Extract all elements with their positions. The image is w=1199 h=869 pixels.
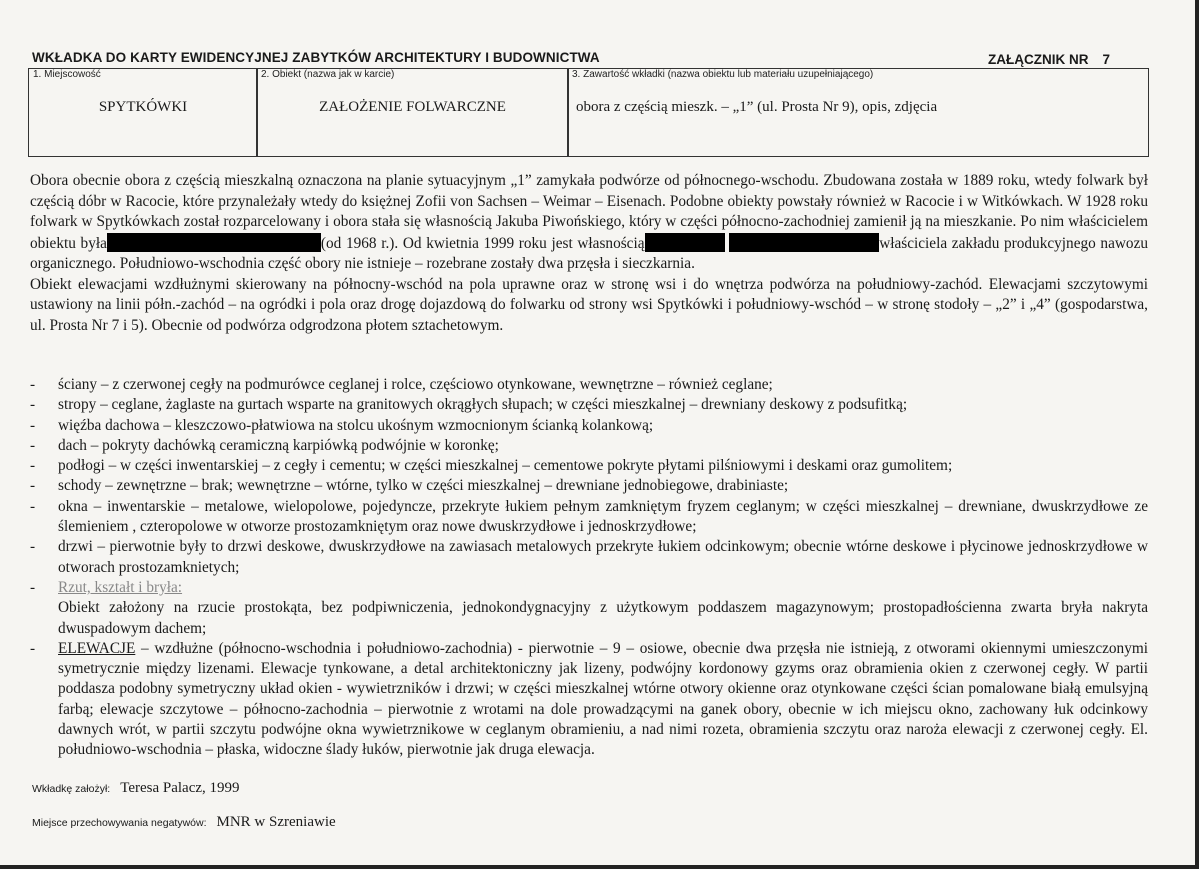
redaction-box [107, 233, 321, 252]
field-contents [567, 68, 1149, 157]
elevations-heading: ELEWACJE [58, 639, 136, 657]
description-body [30, 171, 1148, 336]
list-item: - schody – zewnętrzne – brak; wewnętrzne – wtórne, tylko w części mieszkalnej – drewniane jednobiegowe, drabiniaste; [30, 476, 1148, 496]
list-item: - drzwi – pierwotnie były to drzwi deskowe, dwuskrzydłowe na zawiasach metalowych przekryte łukiem odcinkowym; obecnie wtórne deskowe i płycinowe jednoskrzydłowe w otworach prostozamknietych; [30, 537, 1148, 578]
field-value: obora z częścią mieszk. – „1” (ul. Prosta Nr 9), opis, zdjęcia [576, 99, 938, 115]
redaction-box [729, 233, 879, 252]
list-item: - stropy – ceglane, żaglaste na gurtach wsparte na granitowych okrągłych słupach; w części mieszkalnej – drewniany deskowy z podsufitką; [30, 395, 1148, 415]
orientation-paragraph: Obiekt elewacjami wzdłużnymi skierowany na północny-wschód na pola uprawne oraz w stronę wsi i do wnętrza podwórza na południowy-zachód. Elewacjami szczytowymi ustawiony na linii półn.-zachód – na ogródki i pola oraz drogę dojazdową do folwarku od strony wsi Spytkówki i południowy-wschód – w stronę stodoły – „2” i „4” (gospodarstwa, ul. Prosta Nr 7 i 5). Obecnie od podwórza odgrodzona płotem sztachetowym. [30, 275, 1148, 334]
shape-heading: Rzut, kształt i bryła: [58, 578, 183, 596]
field-label: 1. Miejscowość [33, 69, 101, 80]
field-label: 2. Obiekt (nazwa jak w karcie) [261, 69, 395, 80]
history-paragraph: Obora obecnie obora z częścią mieszkalną oznaczona na planie sytuacyjnym „1” zamykała podwórze od północnego-wschodu. Zbudowana została w 1889 roku, wtedy folwark był częścią dóbr w Racocie, które przynależały wtedy do księżnej Zofii von Sachsen – Weimar – Eisenach. Podobne obiekty powstały również w Racocie i w Witkówkach. W 1928 roku folwark w Spytkówkach został rozparcelowany i obora stała się własnością Jakuba Piwońskiego, który w części północno-zachodniej zamienił ją na mieszkanie. Po nim właścicielem obiektu była (od 1968 r.). Od kwietnia 1999 roku jest własnością właściciela zakładu produkcyjnego nawozu organicznego. Południowo-wschodnia część obory nie istnieje – rozebrane zostały dwa przęsła i sieczkarnia. [30, 172, 1149, 272]
annex-label: ZAŁĄCZNIK NR [988, 52, 1089, 67]
annex-value: 7 [1102, 52, 1111, 67]
annex-number [988, 52, 1110, 67]
storage-value: MNR w Szreniawie [216, 814, 336, 830]
storage-line [32, 814, 336, 831]
list-item: - podłogi – w części inwentarskiej – z cegły i cementu; w części mieszkalnej – cementowe pokryte płytami pilśniowymi i deskami oraz gumolitem; [30, 456, 1148, 476]
field-label: 3. Zawartość wkładki (nazwa obiektu lub materiału uzupełniającego) [572, 69, 874, 80]
shape-text: Obiekt założony na rzucie prostokąta, bez podpiwniczenia, jednokondygnacyjny z użytkowym poddaszem magazynowym; prostopadłościenna zwarta bryła nakryta dwuspadowym dachem; [58, 599, 1148, 637]
field-value: ZAŁOŻENIE FOLWARCZNE [319, 99, 506, 115]
author-line [32, 780, 240, 797]
list-item: - okna – inwentarskie – metalowe, wielopolowe, pojedyncze, przekryte łukiem pełnym zamkniętym fryzem ceglanym; w części mieszkalnej – drewniane, dwuskrzydłowe ze ślemieniem , czteropolowe w otworze prostozamkniętym oraz nowe dwuskrzydłowe i jednoskrzydłowe; [30, 497, 1148, 538]
list-item: - więźba dachowa – kleszczowo-płatwiowa na stolcu ukośnym wzmocnionym ścianką kolankową; [30, 416, 1148, 436]
list-item-shape [30, 578, 1148, 639]
list-item: - dach – pokryty dachówką ceramiczną karpiówką podwójnie w koronkę; [30, 436, 1148, 456]
document-title: WKŁADKA DO KARTY EWIDENCYJNEJ ZABYTKÓW ARCHITEKTURY I BUDOWNICTWA [32, 50, 600, 65]
storage-label: Miejsce przechowywania negatywów: [32, 817, 207, 829]
list-item-elevations [30, 639, 1148, 761]
redaction-box [645, 233, 725, 252]
list-item: - ściany – z czerwonej cegły na podmurówce ceglanej i rolce, częściowo otynkowane, wewnętrzne – również ceglane; [30, 375, 1148, 395]
construction-list [30, 375, 1148, 761]
field-value: SPYTKÓWKI [98, 99, 188, 115]
field-locality [28, 68, 258, 157]
author-label: Wkładkę założył: [32, 783, 111, 795]
author-value: Teresa Palacz, 1999 [120, 780, 240, 796]
elevations-text: – wzdłużne (północno-wschodnia i południowo-zachodnia) - pierwotnie – 9 – osiowe, obecnie dwa przęsła nie istnieją, z otworami okiennymi umieszczonymi symetrycznie między lizenami. Elewacje tynkowane, a detal architektoniczny jak lizeny, podwójny kordonowy gzyms oraz obramienia okien z czerwonej cegły. W partii poddasza podobny symetryczny układ okien - wywietrzników i drzwi; w części mieszkalnej wtórne otwory okienne oraz otynkowane części ścian pomalowane białą emulsyjną farbą; elewacje szczytowe – północno-zachodnia – pierwotnie z wrotami na dole prowadzącymi na ganek obory, obecnie w ich miejscu okno, zachowany łuk odcinkowy dawnych wrót, w partii szczytu podwójne okna wywietrznikowe w ceglanym obramieniu, a nad nimi rozeta, obramienia szczytu oraz naroża elewacji z czerwonej cegły. El. południowo-wschodnia – płaska, widoczne ślady łuków, pierwotnie jak druga elewacja. [58, 639, 1148, 759]
field-object [256, 68, 569, 157]
